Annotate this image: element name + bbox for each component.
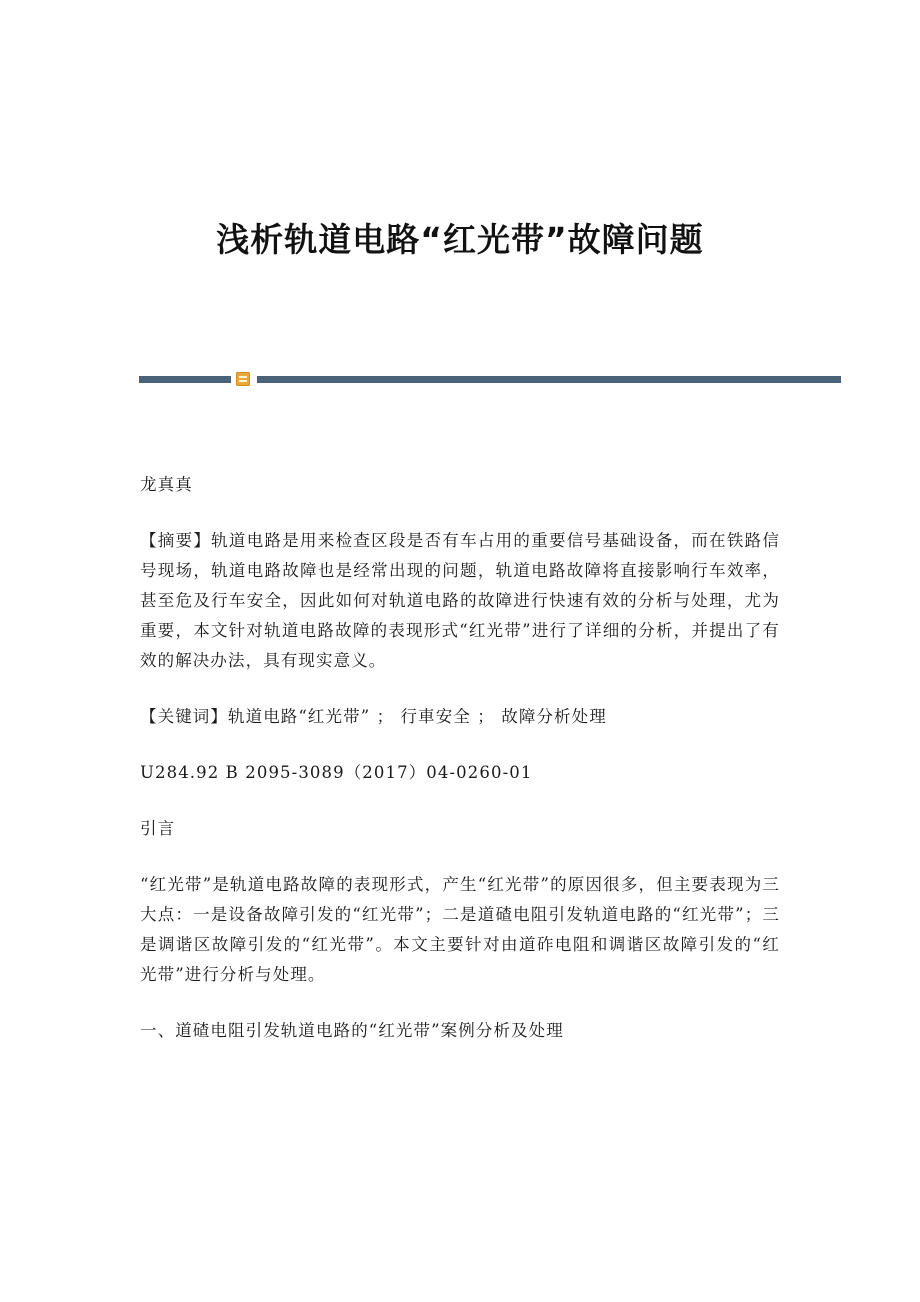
- classification-code: U284.92 B 2095-3089（2017）04-0260-01: [140, 763, 533, 782]
- divider-ornament-icon: [236, 372, 250, 386]
- intro-heading: 引言: [140, 819, 176, 838]
- document-title: 浅析轨道电路“红光带”故障问题: [216, 220, 704, 259]
- divider-bar-right: [257, 376, 841, 383]
- intro-paragraph: “红光带”是轨道电路故障的表现形式，产生“红光带”的原因很多，但主要表现为三大点：一是设备故障引发的“红光带”；二是道碴电阻引发轨道电路的“红光带”；三是调谐区故障引发的“红光带”。本文主要针对由道砟电阻和调谐区故障引发的“红光带”进行分析与处理。: [140, 875, 780, 984]
- divider-bar-left: [139, 376, 231, 383]
- document-body: [140, 470, 780, 1072]
- section-heading: 一、道碴电阻引发轨道电路的“红光带”案例分析及处理: [140, 1021, 564, 1040]
- author-name: 龙真真: [140, 475, 193, 494]
- title-divider: [139, 372, 841, 386]
- abstract-paragraph: 【摘要】轨道电路是用来检查区段是否有车占用的重要信号基础设备，而在铁路信号现场，轨道电路故障也是经常出现的问题，轨道电路故障将直接影响行车效率，甚至危及行车安全，因此如何对轨道电路的故障进行快速有效的分析与处理，尤为重要，本文针对轨道电路故障的表现形式“红光带”进行了详细的分析，并提出了有效的解决办法，具有现实意义。: [140, 531, 780, 670]
- keywords-paragraph: 【关键词】轨道电路“红光带” ； 行車安全 ； 故障分析处理: [140, 707, 607, 726]
